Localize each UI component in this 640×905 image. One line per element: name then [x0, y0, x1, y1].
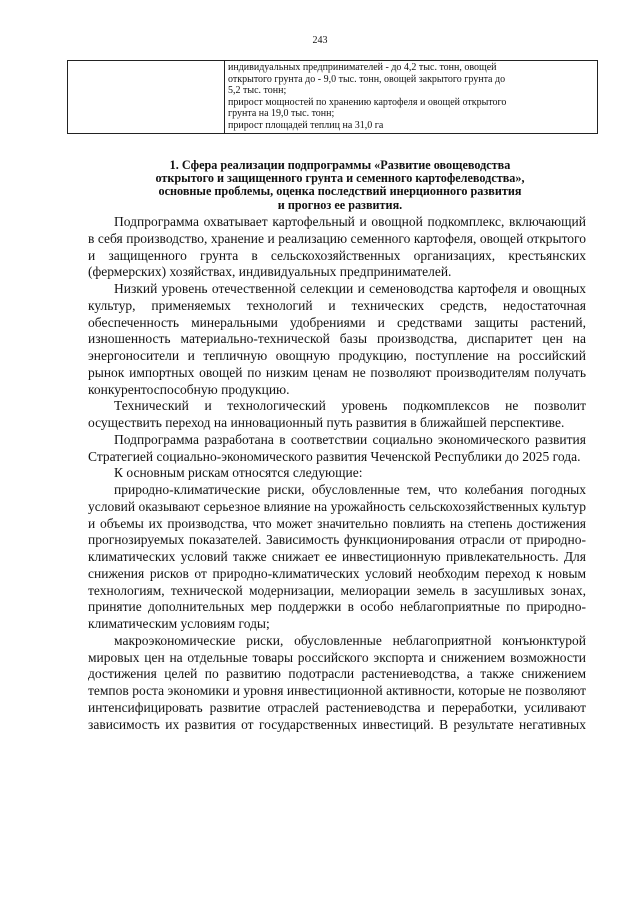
table-line: прирост мощностей по хранению картофеля и овощей открытого [228, 96, 507, 108]
table-line: 5,2 тыс. тонн; [228, 85, 287, 97]
table-cell-indicators [225, 61, 598, 134]
table-line: открытого грунта до - 9,0 тыс. тонн, овощей закрытого грунта до [228, 73, 506, 85]
page-number: 243 [312, 35, 328, 46]
paragraph: К основным рискам относятся следующие: [114, 465, 363, 481]
paragraph: макроэкономические риски, обусловленные неблагоприятной конъюнктурой мировых цен на отдельные товары российского экспорта и снижением возможности достижения целей по развитию подотрасли растениеводства, а также снижением темпов роста экономики и уровня инвестиционной активности, которые не позволяют интенсифицировать развитие отраслей растениеводства и переработки, усиливают зависимость их развития от государственных инвестиций. В результате негативных [88, 632, 586, 732]
indicators-table [67, 60, 598, 134]
heading-line: 1. Сфера реализации подпрограммы «Развитие овощеводства [169, 158, 511, 172]
table-row [68, 61, 598, 134]
heading-line: и прогноз ее развития. [277, 197, 403, 212]
paragraph: природно-климатические риски, обусловленные тем, что колебания погодных условий оказывают серьезное влияние на урожайность сельскохозяйственных культур и объемы их производства, что может значительно повлиять на степень достижения прогнозируемых показателей. Зависимость функционирования отрасли от природно-климатических условий также снижает ее инвестиционную привлекательность. Для снижения рисков от природно-климатических условий необходим переход к новым технологиям, технической модернизации, мелиорации земель в засушливых зонах, принятие дополнительных мер поддержки в особо неблагоприятные по природно-климатическим условиям годы; [88, 482, 586, 631]
body-text [88, 214, 586, 733]
heading-line: основные проблемы, оценка последствий инерционного развития [158, 184, 522, 199]
table-line: прирост площадей теплиц на 31,0 га [228, 119, 384, 131]
table-line: индивидуальных предпринимателей - до 4,2 тыс. тонн, овощей [228, 62, 497, 73]
paragraph: Технический и технологический уровень подкомплексов не позволит осуществить переход на инновационный путь развития в ближайшей перспективе. [88, 398, 586, 430]
table-cell-empty [68, 61, 225, 134]
table-line: грунта на 19,0 тыс. тонн; [228, 108, 335, 120]
heading-line: открытого и защищенного грунта и семенного картофелеводства», [155, 171, 525, 186]
paragraph: Низкий уровень отечественной селекции и семеноводства картофеля и овощных культур, применяемых технологий и технических средств, недостаточная обеспеченность минеральными удобрениями и средствами защиты растений, изношенность материально-технической базы производства, диспаритет цен на энергоносители и тепличную овощную продукцию, поступление на российский рынок импортных овощей по низким ценам не позволяют производителям получать конкурентоспособную продукцию. [88, 281, 586, 397]
paragraph: Подпрограмма разработана в соответствии социально экономического развития Стратегией социально-экономического развития Чеченской Республики до 2025 года. [88, 431, 586, 464]
paragraph: Подпрограмма охватывает картофельный и овощной подкомплекс, включающий в себя производство, хранение и реализацию семенного картофеля, овощей открытого и защищенного грунта в сельскохозяйственных организациях, крестьянских (фермерских) хозяйствах, индивидуальных предпринимателей. [88, 214, 586, 280]
section-heading [110, 159, 570, 212]
